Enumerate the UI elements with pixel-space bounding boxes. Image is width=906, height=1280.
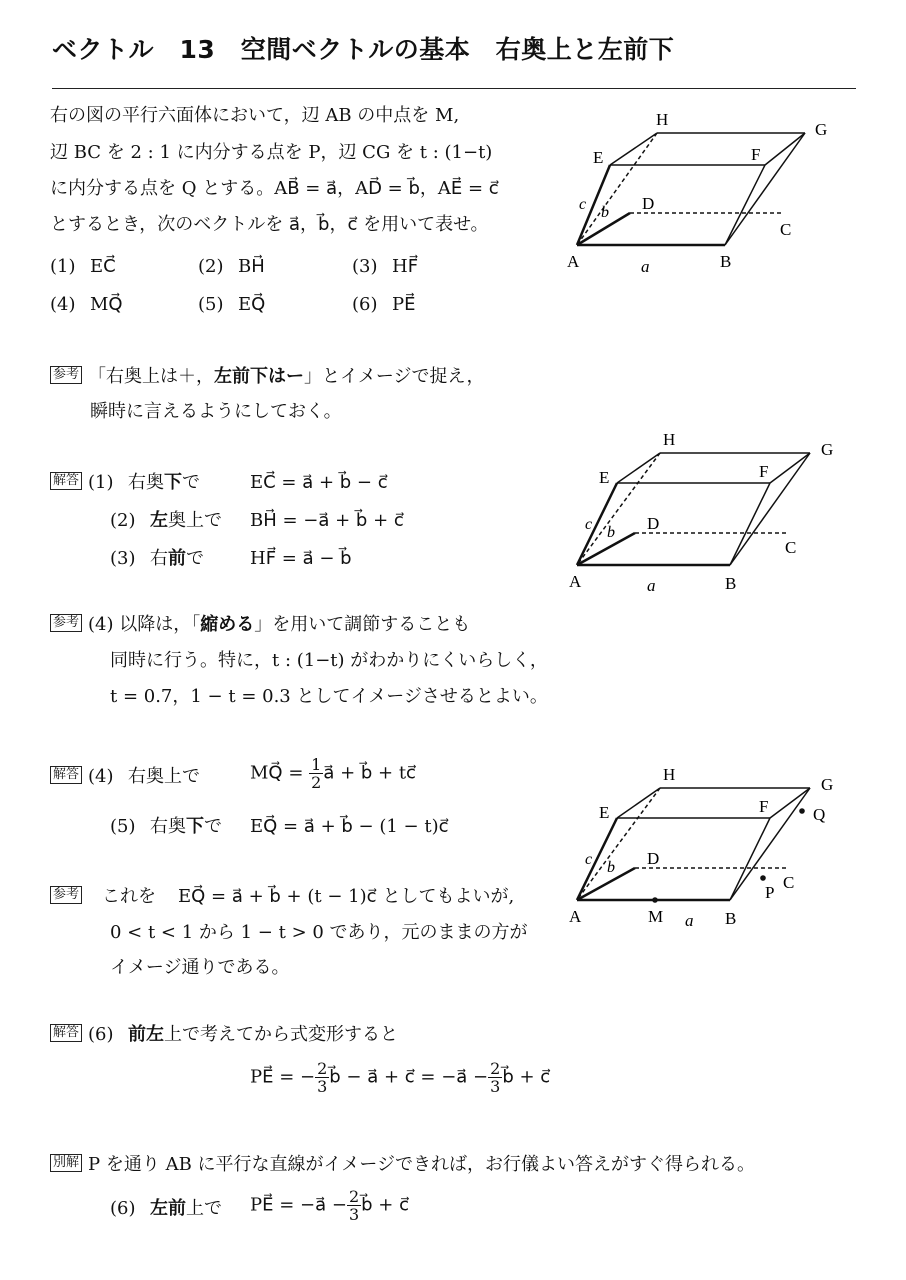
- fig2-vertex-f: F: [759, 462, 769, 481]
- point-q-dot: [799, 808, 805, 814]
- fig2-vertex-e: E: [599, 468, 610, 487]
- item-4: (4) MQ⃗: [50, 294, 123, 315]
- vertex-g-label: G: [815, 120, 828, 139]
- fig2-vector-b: b⃗: [607, 524, 628, 541]
- item-3: (3) HF⃗: [352, 256, 419, 277]
- page-title: ベクトル 13 空間ベクトルの基本 右奥上と左前下: [52, 35, 675, 64]
- vertex-b-label: B: [720, 252, 732, 271]
- ref-note-3-line-2: 0 < t < 1 から 1 − t > 0 であり，元のままの方が: [110, 922, 528, 943]
- item-6: (6) PE⃗: [352, 294, 416, 315]
- fig2-vertex-c: C: [785, 538, 797, 557]
- answer-4-eq: MQ⃗ = $\frac{1}{2}$ a⃗ + b⃗ + tc⃗: [250, 755, 416, 792]
- point-q-label: Q: [813, 805, 826, 824]
- vector-b-label: b⃗: [601, 204, 622, 221]
- answer-1-eq: EC⃗ = a⃗ + b⃗ − c⃗: [250, 472, 388, 493]
- ref-note-3: 参考 これを EQ⃗ = a⃗ + b⃗ + (t − 1)c⃗ としてもよいが,: [50, 884, 514, 910]
- answer-3: (3) 右前で: [110, 548, 204, 569]
- answer-6: 解答 (6) 前左上で考えてから式変形すると: [50, 1022, 398, 1048]
- ref-note-2: 参考 (4) 以降は，「縮める」を用いて調節することも: [50, 612, 470, 638]
- alt-tag: 別解: [50, 1154, 82, 1172]
- fig2-vector-c: c⃗: [585, 516, 605, 533]
- vertex-a-label: A: [567, 252, 580, 271]
- answer-6-eq: PE⃗ = − $\frac{2}{3}$ b⃗ − a⃗ + c⃗ = −a⃗ − $\frac{2}{3}$ b⃗ + c⃗: [250, 1059, 551, 1096]
- alt-answer: (6) 左前上で: [110, 1198, 222, 1219]
- answer-5-eq: EQ⃗ = a⃗ + b⃗ − (1 − t)c⃗: [250, 816, 449, 837]
- ref-tag: 参考: [50, 366, 82, 384]
- answer-5: (5) 右奥下で: [110, 816, 222, 837]
- problem-line-1: 右の図の平行六面体において，辺 AB の中点を M,: [50, 105, 460, 126]
- vector-a-label: a⃗: [641, 257, 663, 276]
- vertex-h-label: H: [656, 110, 669, 129]
- vertex-f-label: F: [751, 145, 761, 164]
- item-1: (1) EC⃗: [50, 256, 116, 277]
- item-2: (2) BH⃗: [198, 256, 265, 277]
- answer-4: 解答 (4) 右奥上で: [50, 764, 200, 790]
- parallelepiped-figure-2: [555, 425, 855, 600]
- vector-c-label: c⃗: [579, 196, 599, 213]
- point-p-label: P: [765, 883, 775, 902]
- fig3-vertex-f: F: [759, 797, 769, 816]
- point-m-dot: [652, 897, 658, 903]
- fig3-vertex-h: H: [663, 765, 676, 784]
- answer-3-eq: HF⃗ = a⃗ − b⃗: [250, 548, 352, 569]
- alt-solution: 別解 P を通り AB に平行な直線がイメージできれば，お行儀よい答えがすぐ得られる。: [50, 1152, 755, 1178]
- point-p-dot: [760, 875, 766, 881]
- item-5: (5) EQ⃗: [198, 294, 266, 315]
- fig3-vertex-e: E: [599, 803, 610, 822]
- alt-answer-eq: PE⃗ = −a⃗ − $\frac{2}{3}$ b⃗ + c⃗: [250, 1187, 409, 1224]
- fig3-vector-b: b⃗: [607, 859, 628, 876]
- problem-line-3: に内分する点を Q とする。AB⃗ = a⃗，AD⃗ = b⃗，AE⃗ = c⃗: [50, 178, 499, 199]
- title-divider: [52, 88, 856, 89]
- fig2-vertex-b: B: [725, 574, 737, 593]
- answer-2-eq: BH⃗ = −a⃗ + b⃗ + c⃗: [250, 510, 404, 531]
- vertex-c-label: C: [780, 220, 792, 239]
- fig3-vector-a: a⃗: [685, 911, 707, 930]
- fig3-vertex-d: D: [647, 849, 660, 868]
- ans-tag: 解答: [50, 472, 82, 490]
- ref-note-1-line-2: 瞬時に言えるようにしておく。: [90, 401, 342, 422]
- fig2-vertex-a: A: [569, 572, 582, 591]
- answer-2: (2) 左奥上で: [110, 510, 222, 531]
- point-m-label: M: [648, 907, 664, 926]
- ref-note-1: 参考 「右奥上は＋，左前下はー」とイメージで捉え，: [50, 364, 485, 390]
- problem-line-2: 辺 BC を 2 : 1 に内分する点を P，辺 CG を t : (1−t): [50, 142, 493, 163]
- parallelepiped-figure-1: [555, 105, 855, 280]
- fig2-vertex-g: G: [821, 440, 834, 459]
- parallelepiped-figure-3: [555, 760, 855, 935]
- ref-note-3-line-3: イメージ通りである。: [110, 957, 290, 978]
- fig2-vector-a: a⃗: [647, 576, 669, 595]
- fig3-vertex-a: A: [569, 907, 582, 926]
- fig3-vertex-g: G: [821, 775, 834, 794]
- fig2-vertex-d: D: [647, 514, 660, 533]
- fig3-vertex-b: B: [725, 909, 737, 928]
- fig2-vertex-h: H: [663, 430, 676, 449]
- problem-line-4: とするとき，次のベクトルを a⃗，b⃗，c⃗ を用いて表せ。: [50, 214, 489, 235]
- fig3-vertex-c: C: [783, 873, 795, 892]
- vertex-d-label: D: [642, 194, 655, 213]
- answer-1: 解答 (1) 右奥下で: [50, 470, 200, 496]
- ref-note-2-line-2: 同時に行う。特に，t : (1−t) がわかりにくいらしく，: [110, 650, 548, 671]
- ref-note-2-line-3: t = 0.7，1 − t = 0.3 としてイメージさせるとよい。: [110, 686, 548, 707]
- fig3-vector-c: c⃗: [585, 851, 605, 868]
- vertex-e-label: E: [593, 148, 604, 167]
